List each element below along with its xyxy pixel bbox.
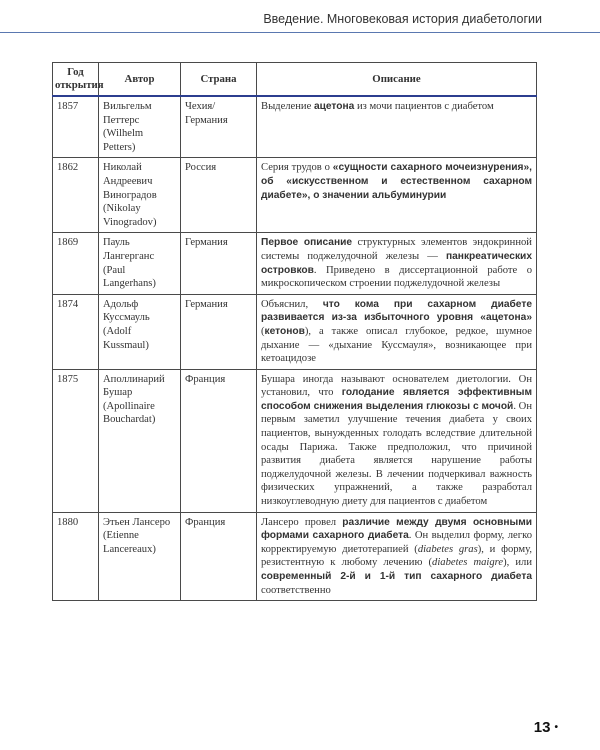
cell-year: 1869: [53, 233, 99, 294]
cell-year: 1862: [53, 158, 99, 233]
table-row: [53, 512, 537, 601]
description-italic-text: diabetes gras: [417, 543, 478, 555]
cell-country: Россия: [181, 158, 257, 233]
table-row: [53, 158, 537, 233]
cell-description: [257, 369, 537, 512]
cell-author: Пауль Лангерганс (Paul Langerhans): [99, 233, 181, 294]
description-bold-text: кетонов: [264, 325, 305, 337]
description-text: Выделение: [261, 101, 314, 112]
description-text: . Он выделил форму, легко корректируемую диетотерапией (: [261, 530, 532, 555]
description-text: соответственно: [261, 584, 331, 596]
description-bold-text: ацетона: [313, 101, 355, 112]
description-text: Объяснил,: [261, 298, 323, 310]
cell-author: Аполлинарий Бушар (Apollinaire Bouchardat): [99, 369, 181, 512]
cell-year: 1874: [53, 294, 99, 369]
cell-year: 1857: [53, 96, 99, 158]
description-bold-text: Первое описание: [261, 237, 353, 249]
cell-country: Германия: [181, 233, 257, 294]
column-header-year: Год открытия: [53, 63, 99, 97]
description-text: ), или: [503, 557, 532, 569]
cell-description: [257, 512, 537, 601]
running-header-title: Введение. Многовековая история диабетологии: [263, 12, 542, 26]
cell-country: Франция: [181, 512, 257, 601]
table-row: [53, 233, 537, 294]
cell-country: Германия: [181, 294, 257, 369]
cell-author: Этьен Лансеро (Etienne Lancereaux): [99, 512, 181, 601]
description-text: . Приведено в диссертационной работе о микроскопическом строении поджелудочной железы: [261, 264, 532, 290]
cell-author: Адольф Куссмауль (Adolf Kussmaul): [99, 294, 181, 369]
cell-description: [257, 233, 537, 294]
cell-author: Николай Андреевич Виноградов (Nikolay Vinogradov): [99, 158, 181, 233]
description-text: ), и форму, резистентную к любому лечению (: [261, 543, 532, 569]
description-text: Бушара иногда называют основателем диетологии. Он установил, что: [261, 373, 532, 399]
cell-country: Франция: [181, 369, 257, 512]
description-bold-text: голодание является эффективным способом снижения выделения глюкозы с мочой: [261, 387, 532, 412]
description-bold-text: «сущности сахарного мочеизнурения», об «искусственном и естественном сахарном диабете», о значении альбуминурии: [261, 162, 532, 201]
table-header-row: [53, 63, 537, 97]
page-number-value: 13: [533, 719, 551, 736]
header-rule: [0, 32, 600, 33]
table-row: [53, 96, 537, 158]
column-header-country: Страна: [181, 63, 257, 97]
cell-year: 1880: [53, 512, 99, 601]
description-text: Лансеро провел: [261, 516, 343, 528]
description-text: структурных элементов эндокринной системы поджелудочной железы —: [261, 237, 532, 262]
description-italic-text: diabetes maigre: [432, 557, 504, 569]
cell-author: Вильгельм Петтерс (Wilhelm Petters): [99, 96, 181, 158]
discovery-table: [52, 62, 537, 601]
description-bold-text: что кома при сахарном диабете развивается из-за избыточного уровня «ацетона»: [261, 298, 532, 324]
description-bold-text: современный 2-й и 1-й тип сахарного диабета: [261, 571, 532, 582]
description-bold-text: панкреатических островков: [261, 250, 532, 276]
table-row: [53, 294, 537, 369]
description-text: (: [261, 325, 265, 337]
cell-description: [257, 158, 537, 233]
cell-description: [257, 294, 537, 369]
cell-country: Чехия/Германия: [181, 96, 257, 158]
table-row: [53, 369, 537, 512]
description-text: . Он первым заметил улучшение течения диабета у своих пациентов, вынужденных голодать вследствие длительной осады Парижа. Также предположил, что причиной развития диабета является нарушение работы поджелудочной железы. В лечении подчеркивал важность физических упражнений, а также разработал низкоуглеводную диету для пациентов с диабетом: [261, 400, 533, 508]
description-bold-text: различие между двумя основными формами сахарного диабета: [261, 516, 532, 542]
page-number: [534, 719, 558, 736]
page-number-dot: •: [554, 722, 558, 733]
cell-description: [257, 96, 537, 158]
description-text: ), а также описал глубокое, редкое, шумное дыхание — «дыхание Куссмауля», возникающее при кетоацидозе: [261, 325, 532, 365]
column-header-description: Описание: [257, 63, 537, 97]
column-header-author: Автор: [99, 63, 181, 97]
description-text: из мочи пациентов с диабетом: [354, 101, 494, 112]
cell-year: 1875: [53, 369, 99, 512]
description-text: Серия трудов о: [261, 162, 333, 174]
